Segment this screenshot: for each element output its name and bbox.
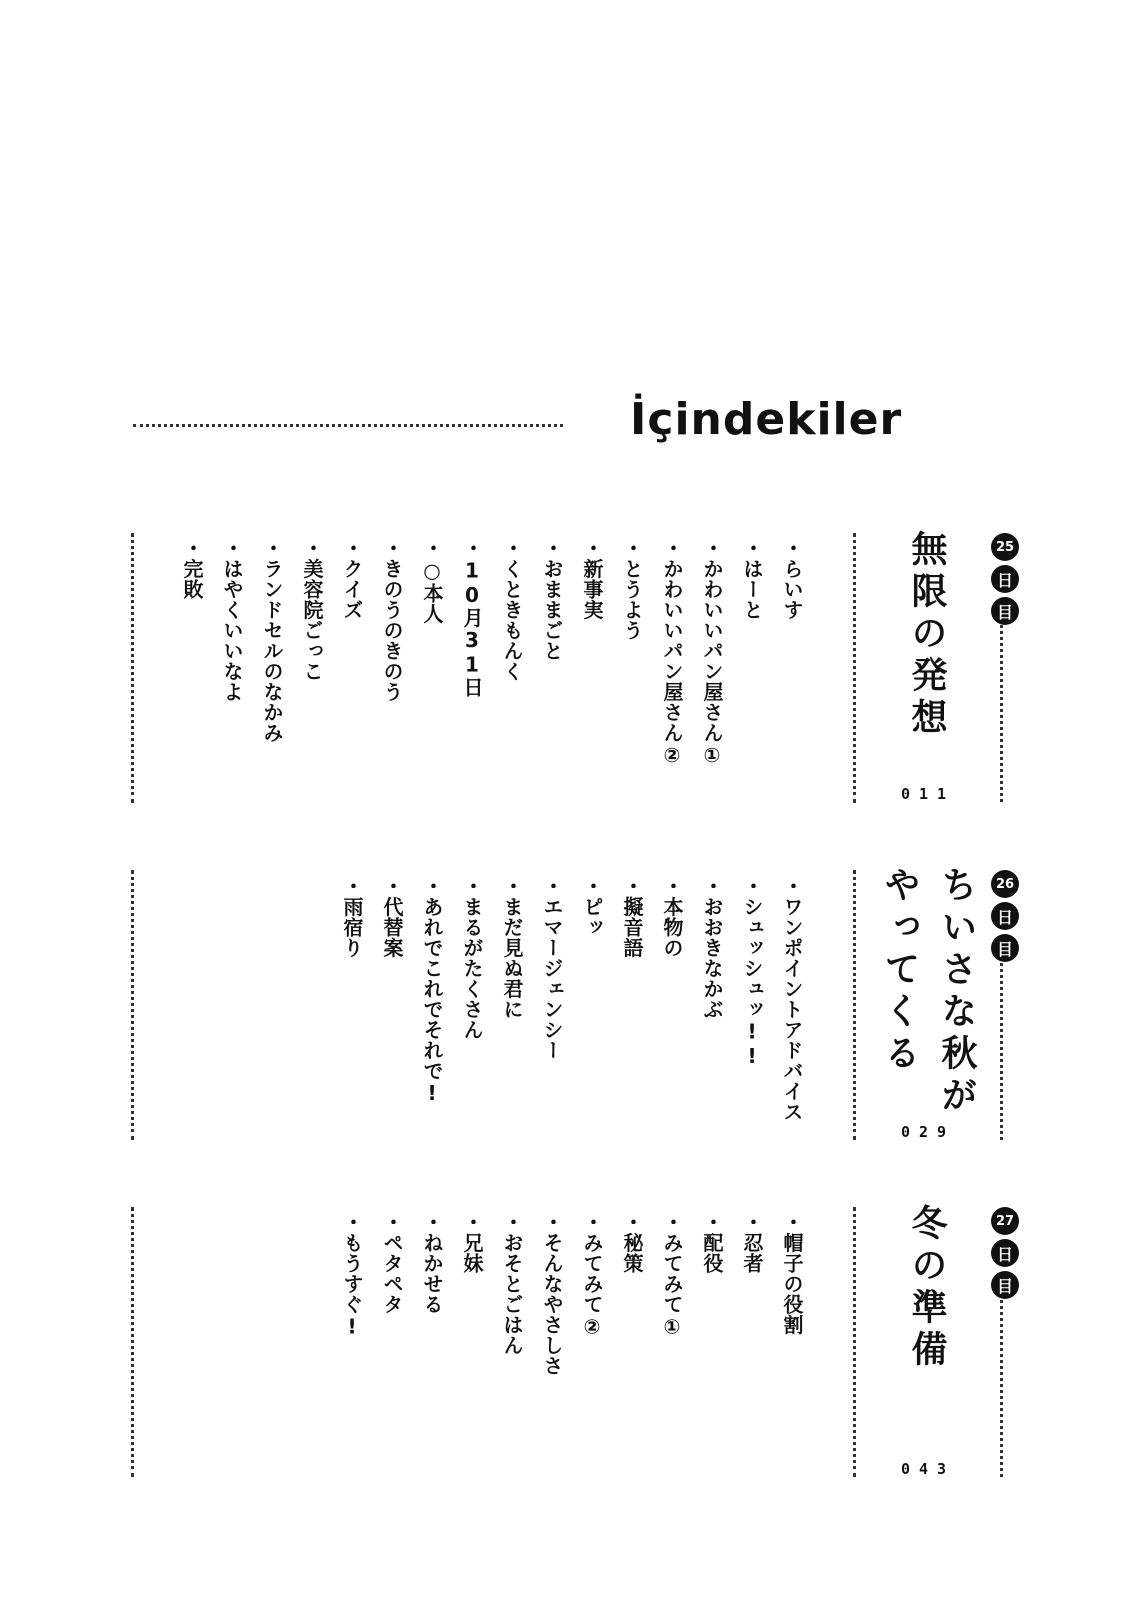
section-right-dotted-rule: [1000, 950, 1003, 1140]
day-number: 26: [991, 870, 1019, 898]
list-item[interactable]: ・本物の: [660, 876, 684, 958]
list-item[interactable]: ・シュッシュッ!!: [740, 876, 764, 1069]
list-item[interactable]: ・くときもんく: [500, 538, 524, 682]
section-divider-dotted-rule: [853, 1207, 856, 1477]
chapter-page-number: 011: [900, 785, 956, 803]
list-item[interactable]: ・ピッ: [580, 876, 604, 938]
list-item[interactable]: ・○本人: [420, 538, 444, 624]
list-item[interactable]: ・まるがたくさん: [460, 876, 484, 1040]
section-divider-dotted-rule: [853, 533, 856, 803]
list-item[interactable]: ・きのうのきのう: [380, 538, 404, 702]
section-divider-dotted-rule: [853, 870, 856, 1140]
list-item[interactable]: ・かわいいパン屋さん①: [700, 538, 724, 768]
list-item[interactable]: ・秘策: [620, 1212, 644, 1274]
list-item[interactable]: ・忍者: [740, 1212, 764, 1274]
list-item[interactable]: ・みてみて②: [580, 1212, 604, 1339]
list-item[interactable]: ・あれでこれでそれで!: [420, 876, 444, 1106]
list-item[interactable]: ・美容院ごっこ: [300, 538, 324, 682]
day-kanji-1: 日: [991, 565, 1019, 593]
list-item[interactable]: ・雨宿り: [340, 876, 364, 958]
list-item[interactable]: ・兄妹: [460, 1212, 484, 1274]
list-item[interactable]: ・エマージェンシー: [540, 876, 564, 1061]
chapter-title-line-1: ちいさな秋が: [936, 866, 977, 1118]
section-left-dotted-rule: [131, 533, 134, 803]
section-right-dotted-rule: [1000, 1287, 1003, 1477]
day-badge: [990, 533, 1020, 629]
list-item[interactable]: ・おおきなかぶ: [700, 876, 724, 1020]
list-item[interactable]: ・らいす: [780, 538, 804, 620]
day-kanji-2: 目: [991, 1271, 1019, 1299]
day-badge: [990, 1207, 1020, 1303]
chapter-page-number: 029: [900, 1123, 956, 1141]
list-item[interactable]: ・新事実: [580, 538, 604, 620]
list-item[interactable]: ・ねかせる: [420, 1212, 444, 1315]
header-dotted-rule: [133, 424, 563, 427]
list-item[interactable]: ・ペタペタ: [380, 1212, 404, 1315]
list-item[interactable]: ・帽子の役割: [780, 1212, 804, 1335]
chapter-item-list: [332, 876, 812, 1122]
list-item[interactable]: ・おそとごはん: [500, 1212, 524, 1356]
list-item[interactable]: ・そんなやさしさ: [540, 1212, 564, 1376]
day-kanji-2: 目: [991, 934, 1019, 962]
list-item[interactable]: ・おままごと: [540, 538, 564, 661]
day-badge: [990, 870, 1020, 966]
chapter-title: 冬の準備: [906, 1204, 947, 1372]
chapter-page-number: 043: [900, 1460, 956, 1478]
day-kanji-1: 日: [991, 1239, 1019, 1267]
list-item[interactable]: ・ワンポイントアドバイス: [780, 876, 804, 1122]
day-number: 27: [991, 1207, 1019, 1235]
list-item[interactable]: ・代替案: [380, 876, 404, 958]
chapter-title-line-2: やってくる: [879, 866, 920, 1076]
list-item[interactable]: ・はやくいいなよ: [220, 538, 244, 702]
list-item[interactable]: ・かわいいパン屋さん②: [660, 538, 684, 768]
list-item[interactable]: ・クイズ: [340, 538, 364, 620]
chapter-item-list: [332, 1212, 812, 1376]
day-kanji-1: 日: [991, 902, 1019, 930]
section-right-dotted-rule: [1000, 612, 1003, 802]
list-item[interactable]: ・ランドセルのなかみ: [260, 538, 284, 743]
list-item[interactable]: ・もうすぐ!: [340, 1212, 364, 1339]
chapter-title: 無限の発想: [906, 530, 947, 740]
list-item[interactable]: ・擬音語: [620, 876, 644, 958]
list-item[interactable]: ・はーと: [740, 538, 764, 620]
list-item[interactable]: ・配役: [700, 1212, 724, 1274]
list-item[interactable]: ・とうよう: [620, 538, 644, 641]
day-number: 25: [991, 533, 1019, 561]
list-item[interactable]: ・10月31日: [460, 538, 484, 698]
day-kanji-2: 目: [991, 597, 1019, 625]
page-title: İçindekiler: [630, 394, 903, 445]
list-item[interactable]: ・みてみて①: [660, 1212, 684, 1339]
section-left-dotted-rule: [131, 870, 134, 1140]
list-item[interactable]: ・まだ見ぬ君に: [500, 876, 524, 1020]
section-left-dotted-rule: [131, 1207, 134, 1477]
list-item[interactable]: ・完敗: [180, 538, 204, 600]
chapter-item-list: [172, 538, 812, 768]
